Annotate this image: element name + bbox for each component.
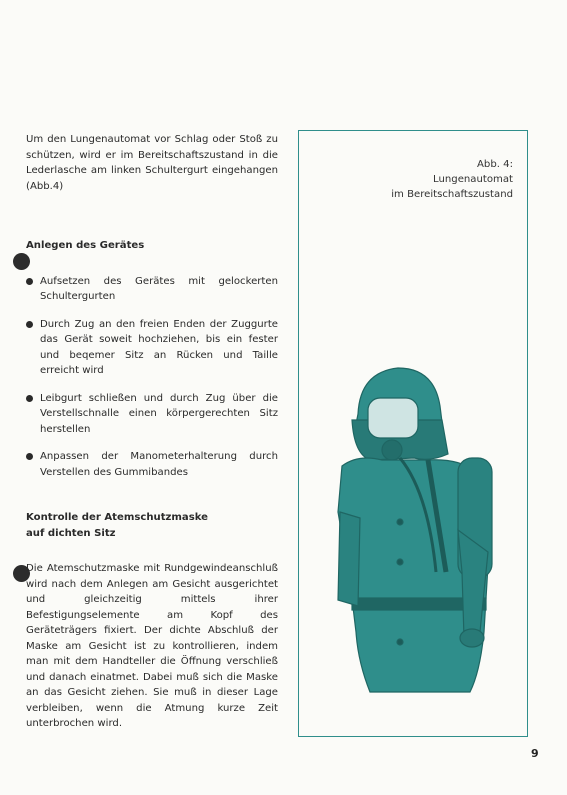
bullet-icon <box>26 321 33 328</box>
bullet-list <box>26 274 278 481</box>
section-heading-anlegen: Anlegen des Gerätes <box>26 240 145 251</box>
bullet-icon <box>26 453 33 460</box>
section-heading-kontrolle: Kontrolle der Atemschutzmaske auf dichten Sitz <box>26 512 209 539</box>
list-item: Leibgurt schließen und durch Zug über die Verstellschnalle einen körpergerechten Sitz herstellen <box>26 391 278 438</box>
list-item: Aufsetzen des Gerätes mit gelockerten Schultergurten <box>26 274 278 305</box>
list-item: Anpassen der Manometerhalterung durch Verstellen des Gummibandes <box>26 449 278 480</box>
text-column <box>26 132 278 732</box>
bullet-icon <box>26 395 33 402</box>
kontrolle-paragraph: Die Atemschutzmaske mit Rundgewindeanschluß wird nach dem Anlegen am Gesicht ausgerichtet und gleichzeitig mittels ihrer Befestigungselemente am Kopf des Geräteträgers fixiert. Der dichte Abschluß der Maske am Gesicht ist zu kontrollieren, indem man mit dem Handteller die Öffnung verschließ und danach einatmet. Dabei muß sich die Maske an das Gesicht ziehen. Sie muß in dieser Lage verbleiben, wenn die Atmung kurze Zeit unterbrochen wird. <box>26 563 278 729</box>
breathing-apparatus-illustration <box>330 362 506 696</box>
page-number: 9 <box>531 747 539 760</box>
figure-caption: Abb. 4: Lungenautomat im Bereitschaftszustand <box>391 159 513 200</box>
intro-paragraph: Um den Lungenautomat vor Schlag oder Stoß zu schützen, wird er im Bereitschaftszustand in die Lederlasche am linken Schultergurt eingehangen (Abb.4) <box>26 134 278 192</box>
list-item: Durch Zug an den freien Enden der Zuggurte das Gerät soweit hochziehen, bis ein fester und beqemer Sitz an Rücken und Taille erreicht wird <box>26 317 278 379</box>
bullet-icon <box>26 278 33 285</box>
